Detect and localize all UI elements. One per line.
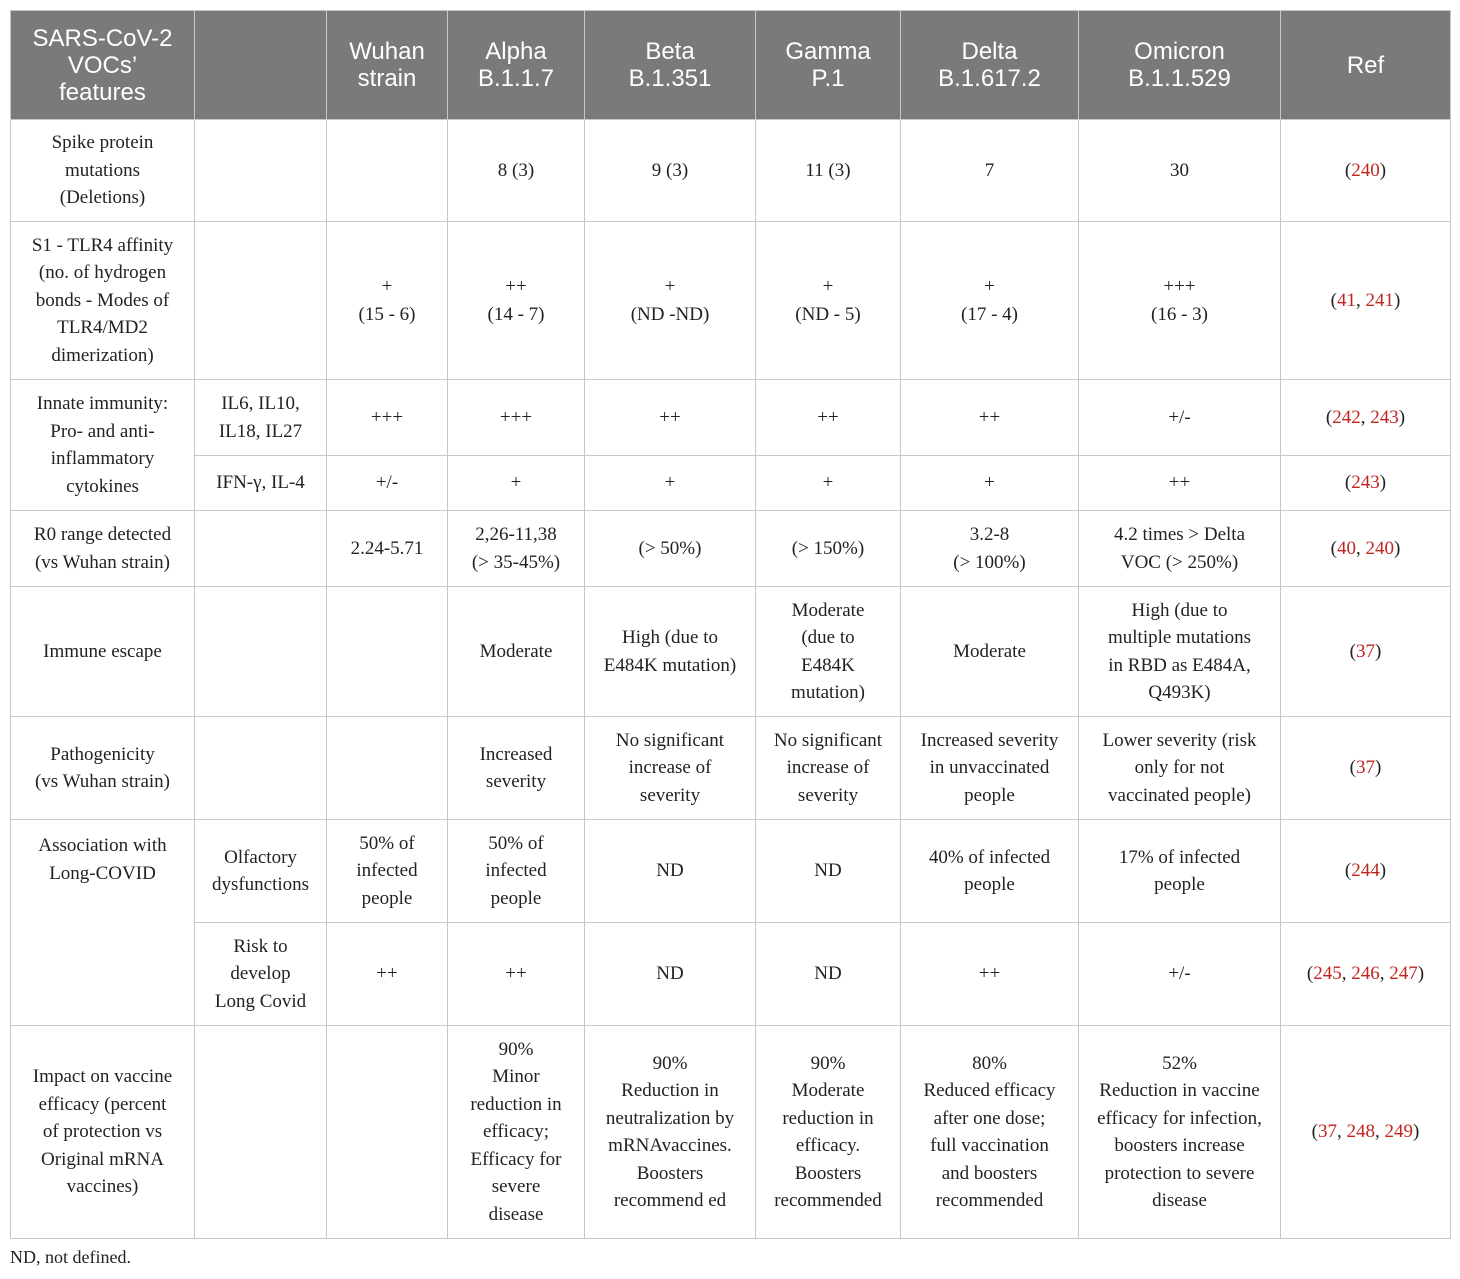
ref-link[interactable]: 243 xyxy=(1351,472,1380,494)
gamma-cell xyxy=(756,511,901,587)
cell-line: Increased severity xyxy=(920,729,1059,751)
cell-line: ++ xyxy=(376,963,398,985)
delta-cell xyxy=(901,923,1079,1026)
header-line: Ref xyxy=(1346,51,1385,79)
cell-line: Innate immunity: xyxy=(36,393,169,414)
cell-line: (> 150%) xyxy=(791,537,865,559)
cell-line: of protection vs xyxy=(42,1121,163,1143)
ref-link[interactable]: 240 xyxy=(1365,537,1394,559)
cell-line: 2,26-11,38 xyxy=(475,524,557,545)
cell-line: +++ xyxy=(370,406,404,428)
cell-line: +++ xyxy=(499,406,533,428)
omicron-cell xyxy=(1079,222,1281,380)
cell-line: reduction in xyxy=(470,1093,562,1115)
header-line: SARS-CoV-2 xyxy=(32,24,173,52)
ref-cell: (41, 241) xyxy=(1281,222,1451,380)
cell-line: full vaccination xyxy=(930,1135,1049,1156)
beta-cell xyxy=(585,511,756,587)
cell-line: Original mRNA xyxy=(41,1148,164,1170)
cell-line: 90% xyxy=(810,1052,846,1074)
cell-line: E484K xyxy=(801,654,855,676)
omicron-cell xyxy=(1079,456,1281,511)
cell-line: No significant xyxy=(615,729,725,751)
beta-cell xyxy=(585,587,756,717)
omicron-cell xyxy=(1079,120,1281,222)
cell-line: ND xyxy=(656,963,684,985)
ref-link[interactable]: 243 xyxy=(1370,406,1399,428)
cell-line: efficacy for infection, xyxy=(1097,1107,1262,1129)
subfeature-cell xyxy=(195,820,327,923)
header-line: Delta xyxy=(961,38,1018,65)
cell-line: disease xyxy=(488,1203,544,1225)
alpha-cell xyxy=(448,222,585,380)
cell-line: recommend ed xyxy=(613,1190,727,1211)
cell-line: E484K mutation) xyxy=(603,654,737,676)
cell-line: (no. of hydrogen xyxy=(38,262,167,284)
cell-line: 50% of xyxy=(359,832,415,854)
cell-line: recommended xyxy=(774,1190,882,1211)
cell-line: Impact on vaccine xyxy=(32,1066,173,1088)
gamma-cell xyxy=(756,380,901,456)
ref-cell: (40, 240) xyxy=(1281,511,1451,587)
cell-line: recommended xyxy=(935,1190,1044,1211)
subfeature-cell xyxy=(195,717,327,820)
cell-line: 17% of infected xyxy=(1118,846,1241,868)
header-features xyxy=(11,11,195,120)
subfeature-cell xyxy=(195,380,327,456)
omicron-cell xyxy=(1079,820,1281,923)
header-ref xyxy=(1281,11,1451,120)
gamma-cell xyxy=(756,587,901,717)
cell-line: increase of xyxy=(786,757,870,779)
delta-cell xyxy=(901,120,1079,222)
ref-link[interactable]: 37 xyxy=(1356,640,1375,662)
cell-line: vaccinated people) xyxy=(1108,784,1251,806)
header-line: P.1 xyxy=(811,65,845,92)
ref-cell: (243) xyxy=(1281,456,1451,511)
cell-line: (> 50%) xyxy=(638,537,702,559)
cell-line: Association with xyxy=(38,835,167,856)
table-row-innate-1 xyxy=(11,380,1451,456)
cell-line: reduction in xyxy=(782,1107,874,1129)
cell-line: Reduced efficacy xyxy=(923,1080,1056,1101)
table-row-longcovid-2 xyxy=(11,923,1451,1026)
cell-line: dysfunctions xyxy=(211,874,310,895)
cell-line: 30 xyxy=(1170,159,1189,181)
wuhan-cell xyxy=(327,587,448,717)
alpha-cell xyxy=(448,511,585,587)
header-wuhan xyxy=(327,11,448,120)
delta-cell xyxy=(901,717,1079,820)
cell-line: + xyxy=(822,472,834,494)
ref-link[interactable]: 242 xyxy=(1332,406,1361,428)
cell-line: Moderate xyxy=(791,599,865,621)
ref-cell: (242, 243) xyxy=(1281,380,1451,456)
alpha-cell xyxy=(448,1026,585,1239)
cell-line: + xyxy=(822,276,834,297)
ref-link[interactable]: 249 xyxy=(1384,1121,1413,1143)
feature-cell xyxy=(11,1026,195,1239)
ref-cell: (37) xyxy=(1281,717,1451,820)
cell-line: Moderate xyxy=(479,640,553,662)
cell-line: (ND -ND) xyxy=(630,303,710,325)
cell-line: ++ xyxy=(978,963,1001,985)
cell-line: + xyxy=(664,472,676,494)
cell-line: severity xyxy=(485,771,547,792)
cell-line: Immune escape xyxy=(43,640,162,662)
wuhan-cell xyxy=(327,456,448,511)
ref-link[interactable]: 240 xyxy=(1351,159,1380,181)
gamma-cell xyxy=(756,456,901,511)
alpha-cell xyxy=(448,587,585,717)
cell-line: only for not xyxy=(1134,757,1225,779)
alpha-cell xyxy=(448,380,585,456)
feature-cell xyxy=(11,120,195,222)
cell-line: +/- xyxy=(1168,963,1191,985)
table-row-spike xyxy=(11,120,1451,222)
cell-line: 40% of infected xyxy=(928,846,1051,868)
beta-cell xyxy=(585,456,756,511)
beta-cell xyxy=(585,923,756,1026)
table-row-escape xyxy=(11,587,1451,717)
cell-line: ND xyxy=(814,963,842,985)
table-row-innate-2 xyxy=(11,456,1451,511)
feature-cell xyxy=(11,587,195,717)
omicron-cell xyxy=(1079,1026,1281,1239)
cell-line: severe xyxy=(491,1176,541,1198)
header-line: B.1.617.2 xyxy=(938,65,1041,92)
cell-line: (> 35-45%) xyxy=(471,551,561,573)
cell-line: VOC (> 250%) xyxy=(1120,551,1239,573)
cell-line: 90% xyxy=(498,1038,534,1060)
cell-line: 90% xyxy=(652,1052,688,1074)
cell-line: TLR4/MD2 xyxy=(57,317,148,339)
table-wrapper xyxy=(10,10,1450,1239)
wuhan-cell xyxy=(327,1026,448,1239)
ref-link[interactable]: 37 xyxy=(1318,1121,1337,1143)
cell-line: Moderate xyxy=(953,640,1026,662)
cell-line: Reduction in vaccine xyxy=(1099,1080,1260,1101)
cell-line: No significant xyxy=(773,729,883,751)
wuhan-cell xyxy=(327,120,448,222)
subfeature-cell xyxy=(195,222,327,380)
ref-link[interactable]: 40 xyxy=(1337,537,1356,559)
cell-line: people xyxy=(490,887,542,909)
delta-cell xyxy=(901,511,1079,587)
cell-line: +/- xyxy=(1168,406,1191,428)
beta-cell xyxy=(585,380,756,456)
header-alpha xyxy=(448,11,585,120)
feature-cell xyxy=(11,380,195,511)
header-row xyxy=(11,11,1451,120)
cell-line: mutation) xyxy=(791,682,865,703)
cell-line: Lower severity (risk xyxy=(1102,729,1257,751)
alpha-cell xyxy=(448,717,585,820)
delta-cell xyxy=(901,222,1079,380)
ref-cell: (37) xyxy=(1281,587,1451,717)
ref-link[interactable]: 241 xyxy=(1365,289,1394,311)
beta-cell xyxy=(585,222,756,380)
cell-line: Long-COVID xyxy=(49,862,156,884)
table-row-vaccine xyxy=(11,1026,1451,1239)
cell-line: 9 (3) xyxy=(651,159,689,181)
wuhan-cell xyxy=(327,511,448,587)
cell-line: Boosters xyxy=(794,1162,862,1184)
cell-line: Q493K) xyxy=(1148,682,1211,703)
header-gamma xyxy=(756,11,901,120)
cell-line: 50% of xyxy=(488,832,544,854)
cell-line: Reduction in xyxy=(621,1080,719,1101)
feature-cell xyxy=(11,222,195,380)
cell-line: Pro- and anti- xyxy=(50,420,155,442)
delta-cell xyxy=(901,456,1079,511)
cell-line: High (due to xyxy=(1131,599,1228,621)
cell-line: (due to xyxy=(801,627,855,648)
cell-line: boosters increase xyxy=(1114,1135,1245,1156)
cell-line: in RBD as E484A, xyxy=(1108,654,1251,676)
table-row-longcovid-1 xyxy=(11,820,1451,923)
cell-line: ++ xyxy=(1168,472,1191,494)
cell-line: 2.24-5.71 xyxy=(350,537,424,559)
cell-line: (ND - 5) xyxy=(795,303,861,325)
cell-line: in unvaccinated xyxy=(929,757,1050,779)
cell-line: efficacy (percent xyxy=(38,1093,167,1115)
cell-line: vaccines) xyxy=(66,1176,139,1198)
cell-line: Boosters xyxy=(636,1162,704,1184)
cell-line: cytokines xyxy=(66,475,139,497)
gamma-cell xyxy=(756,120,901,222)
cell-line: (vs Wuhan strain) xyxy=(34,771,171,792)
subfeature-cell xyxy=(195,511,327,587)
ref-link[interactable]: 247 xyxy=(1389,963,1418,985)
wuhan-cell xyxy=(327,222,448,380)
header-line: B.1.1.529 xyxy=(1128,65,1231,92)
table-row-tlr4 xyxy=(11,222,1451,380)
header-line: B.1.351 xyxy=(628,65,712,92)
cell-line: mRNAvaccines. xyxy=(608,1135,732,1156)
gamma-cell xyxy=(756,1026,901,1239)
cell-line: + xyxy=(510,472,522,494)
header-line: Alpha xyxy=(485,38,547,65)
cell-line: ++ xyxy=(505,963,527,985)
cell-line: dimerization) xyxy=(51,344,154,366)
cell-line: +/- xyxy=(375,472,399,494)
cell-line: people xyxy=(1154,874,1205,895)
omicron-cell xyxy=(1079,511,1281,587)
ref-link[interactable]: 37 xyxy=(1356,757,1375,779)
cell-line: S1 - TLR4 affinity xyxy=(31,234,174,256)
subfeature-cell xyxy=(195,120,327,222)
cell-line: severity xyxy=(797,784,859,806)
subfeature-cell xyxy=(195,1026,327,1239)
gamma-cell xyxy=(756,820,901,923)
cell-line: 52% xyxy=(1162,1052,1197,1074)
cell-line: inflammatory xyxy=(50,448,155,469)
cell-line: ++ xyxy=(817,406,839,428)
cell-line: Pathogenicity xyxy=(50,743,155,765)
feature-cell xyxy=(11,717,195,820)
feature-cell xyxy=(11,820,195,1026)
header-omicron xyxy=(1079,11,1281,120)
cell-line: IL6, IL10, xyxy=(221,393,300,414)
omicron-cell xyxy=(1079,587,1281,717)
cell-line: people xyxy=(964,784,1015,806)
alpha-cell xyxy=(448,456,585,511)
cell-line: develop xyxy=(230,963,291,985)
subfeature-cell xyxy=(195,587,327,717)
ref-cell: (245, 246, 247) xyxy=(1281,923,1451,1026)
cell-line: 8 (3) xyxy=(497,159,535,181)
wuhan-cell xyxy=(327,717,448,820)
beta-cell xyxy=(585,120,756,222)
cell-line: Long Covid xyxy=(214,990,307,1012)
cell-line: (> 100%) xyxy=(953,551,1026,573)
cell-line: ++ xyxy=(659,406,681,428)
ref-link[interactable]: 248 xyxy=(1346,1121,1375,1143)
omicron-cell xyxy=(1079,380,1281,456)
gamma-cell xyxy=(756,222,901,380)
subfeature-cell xyxy=(195,923,327,1026)
header-line: VOCs’ xyxy=(67,51,138,79)
beta-cell xyxy=(585,1026,756,1239)
ref-cell: (240) xyxy=(1281,120,1451,222)
gamma-cell xyxy=(756,923,901,1026)
table-footnote: ND, not defined. xyxy=(10,1247,131,1267)
cell-line: + xyxy=(984,276,995,297)
cell-line: and boosters xyxy=(941,1162,1038,1184)
cell-line: + xyxy=(664,276,676,297)
delta-cell xyxy=(901,380,1079,456)
alpha-cell xyxy=(448,923,585,1026)
delta-cell xyxy=(901,587,1079,717)
cell-line: 80% xyxy=(972,1052,1007,1074)
header-line: Omicron xyxy=(1134,38,1225,65)
feature-cell xyxy=(11,511,195,587)
cell-line: ++ xyxy=(505,276,527,297)
cell-line: people xyxy=(964,874,1015,895)
header-line: Beta xyxy=(645,38,695,65)
wuhan-cell xyxy=(327,820,448,923)
cell-line: ND xyxy=(656,860,684,882)
cell-line: ND xyxy=(814,860,842,882)
table-row-pathogenicity xyxy=(11,717,1451,820)
header-line: Gamma xyxy=(785,38,871,65)
cell-line: IL18, IL27 xyxy=(218,420,303,442)
delta-cell xyxy=(901,820,1079,923)
ref-cell: (37, 248, 249) xyxy=(1281,1026,1451,1239)
cell-line: efficacy; xyxy=(482,1121,550,1143)
cell-line: increase of xyxy=(628,757,712,779)
cell-line: (15 - 6) xyxy=(358,303,416,325)
cell-line: people xyxy=(361,887,413,909)
header-beta xyxy=(585,11,756,120)
cell-line: (16 - 3) xyxy=(1151,303,1208,325)
cell-line: Olfactory xyxy=(224,846,297,868)
cell-line: (vs Wuhan strain) xyxy=(34,551,171,573)
table-row-r0 xyxy=(11,511,1451,587)
cell-line: neutralization by xyxy=(605,1107,735,1129)
delta-cell xyxy=(901,1026,1079,1239)
header-line: Wuhan xyxy=(349,38,425,65)
cell-line: (14 - 7) xyxy=(487,303,545,325)
ref-link[interactable]: 245 xyxy=(1313,963,1342,985)
header-line: strain xyxy=(357,65,417,92)
header-delta xyxy=(901,11,1079,120)
cell-line: after one dose; xyxy=(933,1107,1046,1129)
ref-link[interactable]: 41 xyxy=(1337,289,1356,311)
cell-line: protection to severe xyxy=(1104,1162,1255,1184)
alpha-cell xyxy=(448,120,585,222)
cell-line: + xyxy=(984,472,995,494)
cell-line: 7 xyxy=(984,159,995,181)
cell-line: disease xyxy=(1152,1190,1207,1211)
header-subfeature xyxy=(195,11,327,120)
header-line: features xyxy=(59,78,146,106)
cell-line: (Deletions) xyxy=(59,187,146,209)
cell-line: High (due to xyxy=(621,627,719,648)
cell-line: (17 - 4) xyxy=(961,303,1018,325)
cell-line: R0 range detected xyxy=(33,524,172,545)
ref-cell: (244) xyxy=(1281,820,1451,923)
ref-link[interactable]: 244 xyxy=(1351,860,1380,882)
cell-line: Efficacy for xyxy=(470,1148,562,1170)
wuhan-cell xyxy=(327,380,448,456)
beta-cell xyxy=(585,717,756,820)
omicron-cell xyxy=(1079,923,1281,1026)
cell-line: Increased xyxy=(479,743,553,765)
subfeature-cell xyxy=(195,456,327,511)
alpha-cell xyxy=(448,820,585,923)
cell-line: bonds - Modes of xyxy=(35,289,170,311)
cell-line: + xyxy=(381,276,393,297)
gamma-cell xyxy=(756,717,901,820)
cell-line: IFN-γ, IL-4 xyxy=(216,472,305,494)
cell-line: efficacy. xyxy=(795,1135,861,1156)
cell-line: multiple mutations xyxy=(1107,627,1252,648)
cell-line: 3.2-8 xyxy=(969,524,1010,545)
cell-line: Spike protein xyxy=(51,132,154,154)
cell-line: +++ xyxy=(1163,276,1196,297)
cell-line: 4.2 times > Delta xyxy=(1113,524,1246,545)
cell-line: severity xyxy=(639,784,701,806)
cell-line: mutations xyxy=(65,159,140,181)
beta-cell xyxy=(585,820,756,923)
omicron-cell xyxy=(1079,717,1281,820)
header-line: B.1.1.7 xyxy=(477,65,555,92)
cell-line: Moderate xyxy=(791,1080,865,1101)
cell-line: Minor xyxy=(492,1066,540,1088)
cell-line: infected xyxy=(485,860,547,882)
voc-features-table xyxy=(10,10,1451,1239)
cell-line: 11 (3) xyxy=(805,159,851,181)
cell-line: ++ xyxy=(978,406,1001,428)
ref-link[interactable]: 246 xyxy=(1351,963,1380,985)
wuhan-cell xyxy=(327,923,448,1026)
cell-line: infected xyxy=(356,860,418,882)
cell-line: Risk to xyxy=(233,935,288,957)
